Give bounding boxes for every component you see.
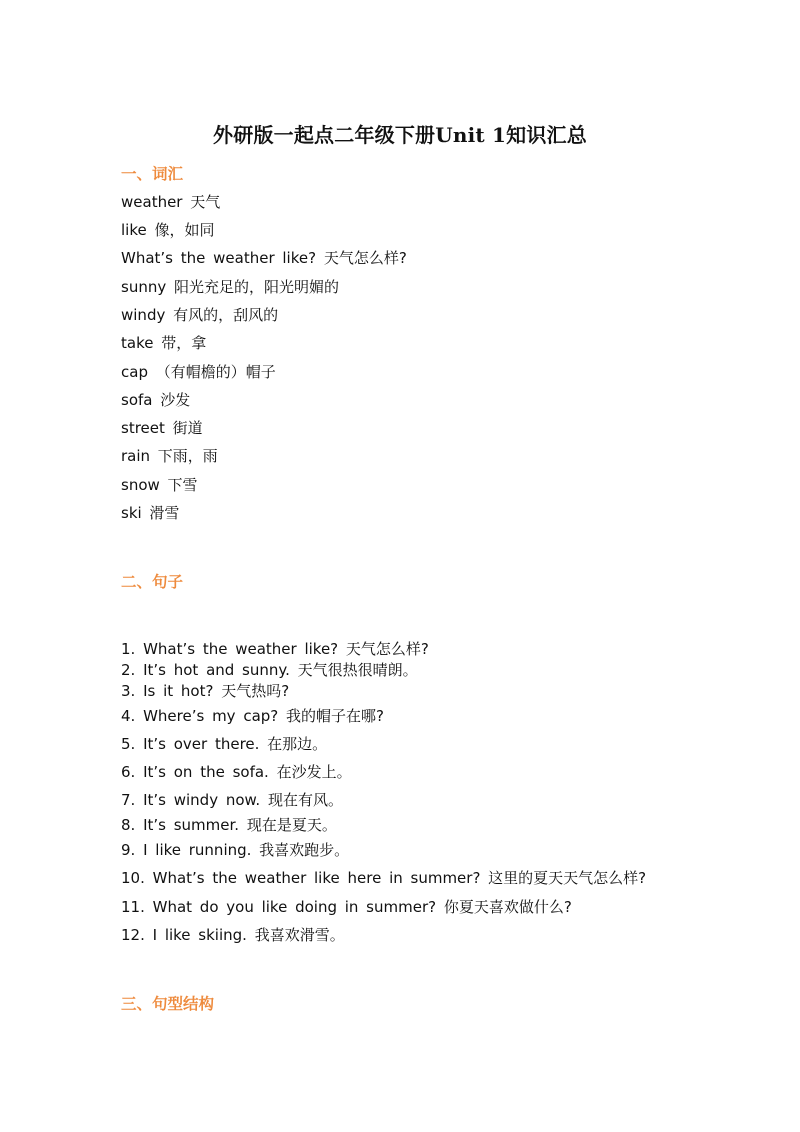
sentence-line: 6. It’s on the sofa. 在沙发上。 (121, 763, 352, 781)
sentence-line: 11. What do you like doing in summer? 你夏天喜欢做什么? (121, 898, 572, 916)
vocab-line: cap （有帽檐的）帽子 (121, 363, 276, 381)
vocab-line: rain 下雨，雨 (121, 447, 218, 465)
vocab-line: sunny 阳光充足的，阳光明媚的 (121, 278, 339, 296)
section-heading-sentences: 二、句子 (121, 573, 184, 591)
vocab-line: windy 有风的，刮风的 (121, 306, 279, 324)
sentence-line: 1. What’s the weather like? 天气怎么样? (121, 640, 429, 658)
vocab-line: like 像，如同 (121, 221, 215, 239)
sentence-line: 3. Is it hot? 天气热吗? (121, 682, 290, 700)
vocab-line: sofa 沙发 (121, 391, 191, 409)
sentence-line: 5. It’s over there. 在那边。 (121, 735, 328, 753)
sentence-line: 10. What’s the weather like here in summer? 这里的夏天天气怎么样? (121, 869, 647, 887)
sentence-line: 9. I like running. 我喜欢跑步。 (121, 841, 350, 859)
sentence-line: 12. I like skiing. 我喜欢滑雪。 (121, 926, 345, 944)
sentence-line: 8. It’s summer. 现在是夏天。 (121, 816, 337, 834)
sentence-line: 2. It’s hot and sunny. 天气很热很晴朗。 (121, 661, 418, 679)
vocab-line: What’s the weather like? 天气怎么样? (121, 249, 407, 267)
vocab-line: take 带，拿 (121, 334, 207, 352)
vocab-line: snow 下雪 (121, 476, 198, 494)
page-title: 外研版一起点二年级下册Unit 1知识汇总 (213, 123, 587, 147)
vocab-line: street 街道 (121, 419, 203, 437)
vocab-line: ski 滑雪 (121, 504, 180, 522)
section-heading-vocabulary: 一、词汇 (121, 165, 184, 183)
sentence-line: 4. Where’s my cap? 我的帽子在哪? (121, 707, 384, 725)
sentence-line: 7. It’s windy now. 现在有风。 (121, 791, 343, 809)
section-heading-structures: 三、句型结构 (121, 995, 215, 1013)
vocab-line: weather 天气 (121, 193, 221, 211)
